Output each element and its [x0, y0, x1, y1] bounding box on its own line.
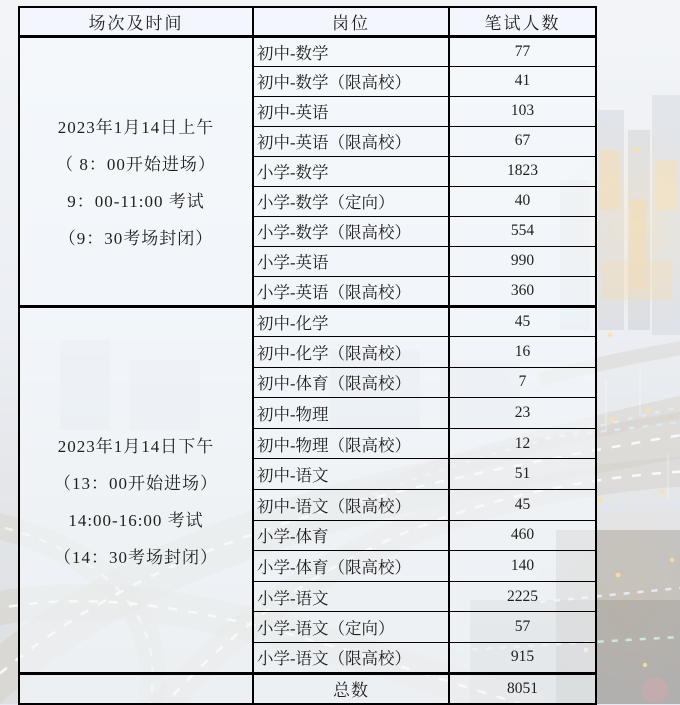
position-cell: 初中-物理 — [253, 398, 449, 429]
count-cell: 554 — [449, 216, 596, 246]
count-cell: 67 — [449, 126, 596, 156]
header-row — [19, 7, 596, 36]
count-cell: 103 — [449, 96, 596, 126]
count-cell: 57 — [449, 612, 596, 643]
session-label-line: （ 8：00开始进场） — [56, 155, 216, 174]
position-cell: 小学-语文 — [253, 581, 449, 612]
position-cell: 小学-体育（限高校） — [253, 551, 449, 582]
position-cell: 初中-英语（限高校） — [253, 126, 449, 156]
session-cell — [19, 306, 253, 673]
count-cell: 140 — [449, 551, 596, 582]
table-row — [19, 306, 596, 337]
session-label-line: 14:00-16:00 考试 — [68, 510, 204, 530]
count-cell: 360 — [449, 276, 596, 306]
position-cell: 初中-化学（限高校） — [253, 337, 449, 368]
position-cell: 初中-体育（限高校） — [253, 367, 449, 398]
position-cell: 初中-语文（限高校） — [253, 490, 449, 521]
count-cell: 990 — [449, 246, 596, 276]
count-cell: 77 — [449, 36, 596, 66]
count-cell: 16 — [449, 337, 596, 368]
position-cell: 小学-语文（定向） — [253, 612, 449, 643]
header-count: 笔试人数 — [449, 7, 596, 36]
position-cell: 小学-英语（限高校） — [253, 276, 449, 306]
table-row — [19, 36, 596, 66]
exam-table-body — [19, 36, 596, 704]
count-cell: 51 — [449, 459, 596, 490]
count-cell: 45 — [449, 306, 596, 337]
total-row — [19, 673, 596, 704]
position-cell: 小学-语文（限高校） — [253, 643, 449, 674]
session-cell — [19, 36, 253, 306]
session-label-line: （13：00开始进场） — [54, 473, 218, 493]
position-cell: 小学-英语 — [253, 246, 449, 276]
count-cell: 41 — [449, 66, 596, 96]
count-cell: 1823 — [449, 156, 596, 186]
position-cell: 初中-数学 — [253, 36, 449, 66]
header-session: 场次及时间 — [19, 7, 253, 36]
count-cell: 40 — [449, 186, 596, 216]
total-empty-cell — [19, 673, 253, 704]
count-cell: 7 — [449, 367, 596, 398]
position-cell: 小学-体育 — [253, 520, 449, 551]
position-cell: 小学-数学（定向） — [253, 186, 449, 216]
header-position: 岗位 — [253, 7, 449, 36]
session-label-line: 2023年1月14日上午 — [57, 118, 215, 137]
count-cell: 460 — [449, 520, 596, 551]
position-cell: 初中-物理（限高校） — [253, 428, 449, 459]
exam-schedule-table — [18, 6, 597, 705]
total-label: 总数 — [253, 673, 449, 704]
session-label-line: （14：30考场封闭） — [54, 547, 218, 567]
position-cell: 初中-化学 — [253, 306, 449, 337]
position-cell: 初中-英语 — [253, 96, 449, 126]
count-cell: 915 — [449, 643, 596, 674]
count-cell: 23 — [449, 398, 596, 429]
session-label-line: （9：30考场封闭） — [58, 229, 214, 248]
position-cell: 初中-数学（限高校） — [253, 66, 449, 96]
position-cell: 小学-数学（限高校） — [253, 216, 449, 246]
position-cell: 初中-语文 — [253, 459, 449, 490]
total-count: 8051 — [449, 673, 596, 704]
position-cell: 小学-数学 — [253, 156, 449, 186]
session-label-line: 2023年1月14日下午 — [57, 436, 215, 456]
count-cell: 2225 — [449, 581, 596, 612]
session-label-line: 9：00-11:00 考试 — [67, 192, 205, 211]
count-cell: 45 — [449, 490, 596, 521]
count-cell: 12 — [449, 428, 596, 459]
